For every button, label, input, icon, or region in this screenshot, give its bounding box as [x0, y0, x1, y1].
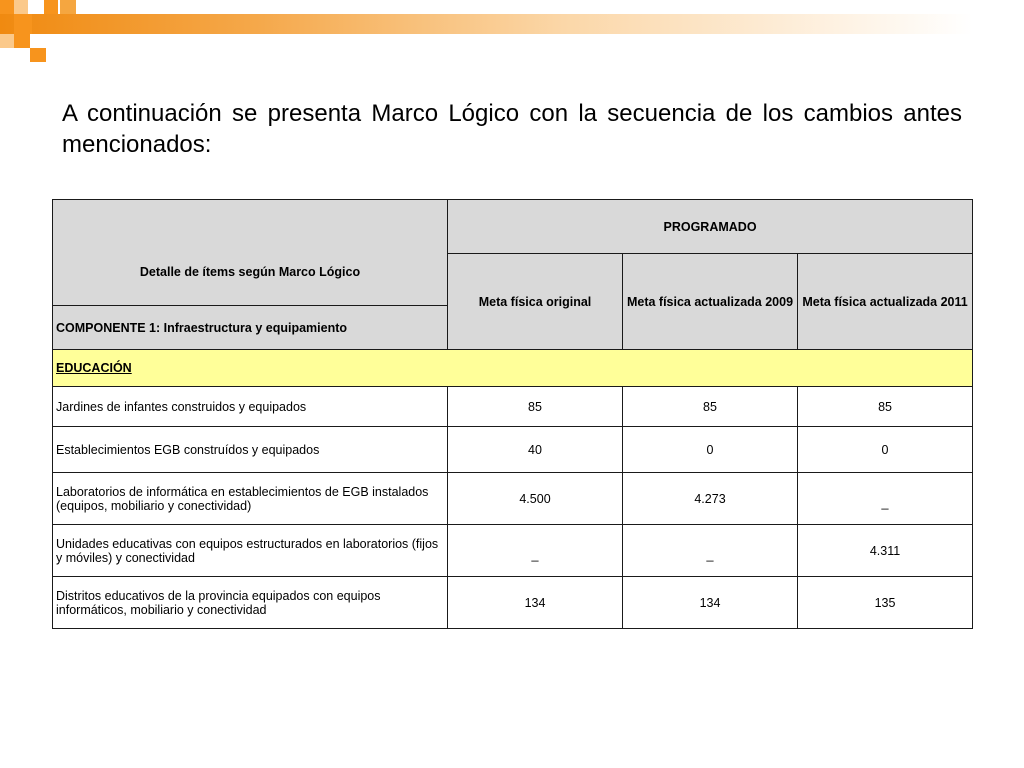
row-original: 4.500	[448, 473, 623, 525]
deco-square	[44, 0, 58, 14]
table-row	[53, 525, 973, 577]
deco-square	[0, 0, 14, 14]
row-item: Laboratorios de informática en establecimientos de EGB instalados (equipos, mobiliario y conectividad)	[53, 473, 448, 525]
row-2009: 134	[623, 577, 798, 629]
header-meta-2011: Meta física actualizada 2011	[798, 254, 973, 350]
header-gradient-bar	[0, 14, 1024, 34]
deco-square	[14, 34, 30, 48]
row-original: 134	[448, 577, 623, 629]
deco-square	[0, 34, 14, 48]
row-2009: 85	[623, 387, 798, 427]
row-2009: 4.273	[623, 473, 798, 525]
table-row	[53, 577, 973, 629]
row-2009: 0	[623, 427, 798, 473]
row-2011: 4.311	[798, 525, 973, 577]
header-programado: PROGRAMADO	[448, 200, 973, 254]
row-original	[448, 525, 623, 577]
row-2011: 135	[798, 577, 973, 629]
row-original: 85	[448, 387, 623, 427]
table-row	[53, 427, 973, 473]
section-educacion: EDUCACIÓN	[53, 350, 973, 387]
row-item: Unidades educativas con equipos estructurados en laboratorios (fijos y móviles) y conectividad	[53, 525, 448, 577]
row-original: 40	[448, 427, 623, 473]
row-2009-dash: _	[706, 547, 714, 562]
table-row	[53, 473, 973, 525]
row-item: Distritos educativos de la provincia equipados con equipos informáticos, mobiliario y conectividad	[53, 577, 448, 629]
row-original-dash: _	[531, 547, 539, 562]
deco-square	[14, 14, 32, 34]
marco-logico-table	[52, 199, 973, 629]
deco-square	[60, 0, 76, 14]
table-row	[53, 387, 973, 427]
row-item: Jardines de infantes construidos y equipados	[53, 387, 448, 427]
row-2011	[798, 473, 973, 525]
header-detail: Detalle de ítems según Marco Lógico	[53, 200, 448, 306]
deco-square	[14, 0, 28, 14]
component-label: COMPONENTE 1: Infraestructura y equipamiento	[53, 306, 448, 350]
header-meta-2009: Meta física actualizada 2009	[623, 254, 798, 350]
row-2011-dash: _	[881, 495, 889, 510]
row-2009	[623, 525, 798, 577]
row-2011: 0	[798, 427, 973, 473]
header-meta-original: Meta física original	[448, 254, 623, 350]
slide-heading: A continuación se presenta Marco Lógico con la secuencia de los cambios antes mencionados:	[62, 100, 962, 158]
deco-square	[30, 48, 46, 62]
row-2011: 85	[798, 387, 973, 427]
row-item: Establecimientos EGB construídos y equipados	[53, 427, 448, 473]
